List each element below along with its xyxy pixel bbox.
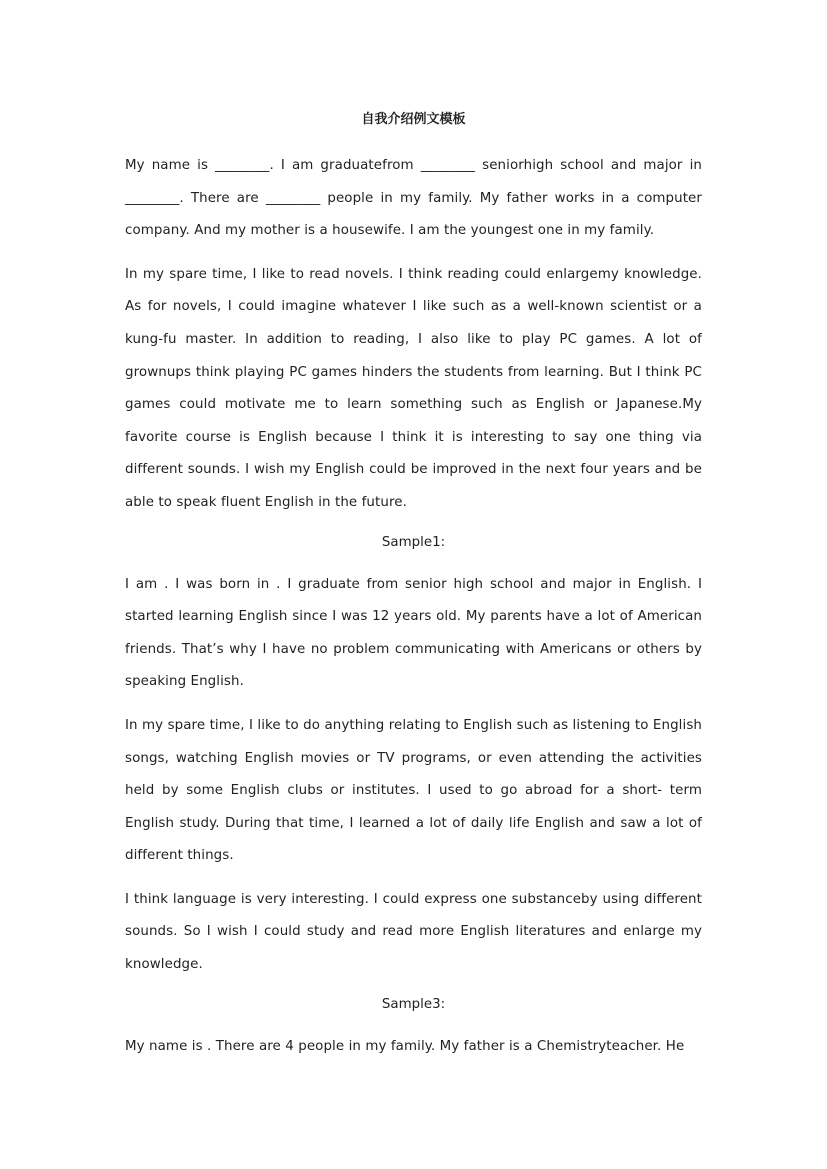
document-page xyxy=(125,110,702,1074)
sample1-heading: Sample1: xyxy=(381,534,446,550)
document-title: 自我介绍例文模板 xyxy=(361,112,466,127)
sample1-paragraph-2: In my spare time, I like to do anything relating to English such as listening to English songs, watching English movies or TV programs, or even attending the activities held by some English clubs or institutes. I used to go abroad for a short- term English study. During that time, I learned a lot of daily life English and saw a lot of different things. xyxy=(125,717,702,864)
sample1-paragraph-1: I am . I was born in . I graduate from senior high school and major in English. I started learning English since I was 12 years old. My parents have a lot of American friends. That’s why I have no problem communicating with Americans or others by speaking English. xyxy=(125,576,702,690)
intro-paragraph-1: My name is ________. I am graduatefrom ________ seniorhigh school and major in ________. There are ________ people in my family. My father works in a computer company. And my mother is a housewife. I am the youngest one in my family. xyxy=(125,158,702,239)
sample1-paragraph-3: I think language is very interesting. I could express one substanceby using different sounds. So I wish I could study and read more English literatures and enlarge my knowledge. xyxy=(125,891,702,973)
sample3-heading: Sample3: xyxy=(381,996,446,1012)
sample3-paragraph-1: My name is . There are 4 people in my family. My father is a Chemistryteacher. He xyxy=(125,1038,685,1054)
intro-paragraph-2: In my spare time, I like to read novels. I think reading could enlargemy knowledge. As for novels, I could imagine whatever I like such as a well-known scientist or a kung-fu master. In addition to reading, I also like to play PC games. A lot of grownups think playing PC games hinders the students from learning. But I think PC games could motivate me to learn something such as English or Japanese.My favorite course is English because I think it is interesting to say one thing via different sounds. I wish my English could be improved in the next four years and be able to speak fluent English in the future. xyxy=(125,266,702,510)
